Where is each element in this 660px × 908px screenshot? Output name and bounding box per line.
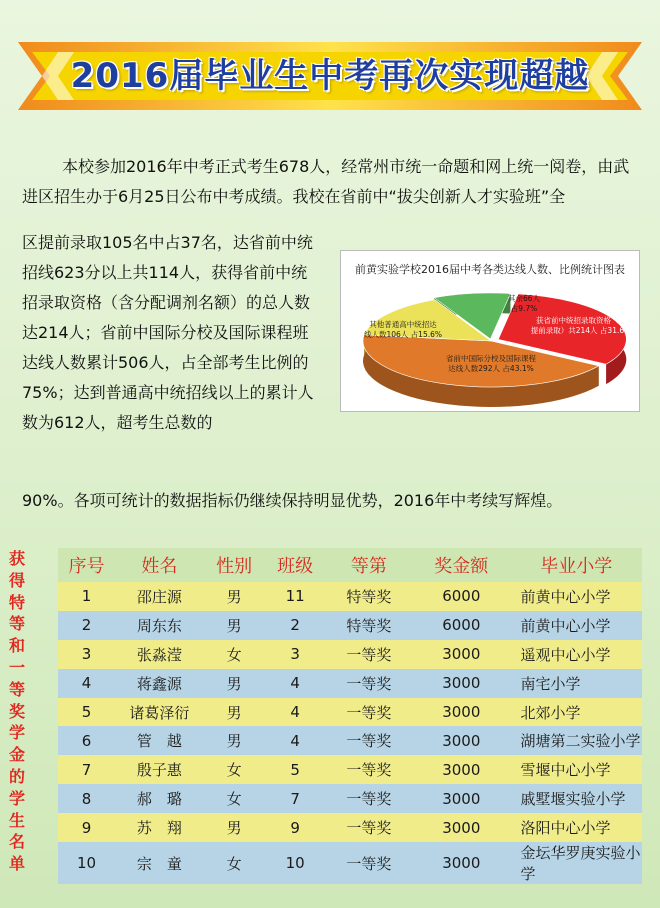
table-row xyxy=(58,813,642,842)
cell-amount: 3000 xyxy=(412,784,511,813)
cell-rank: 一等奖 xyxy=(326,842,412,884)
chart-title: 前黄实验学校2016届中考各类达线人数、比例统计图表 xyxy=(355,263,625,276)
cell-amount: 3000 xyxy=(412,640,511,669)
cell-gender: 女 xyxy=(204,842,265,884)
cell-index: 3 xyxy=(58,640,115,669)
cell-gender: 男 xyxy=(204,726,265,755)
table-row xyxy=(58,784,642,813)
cell-name: 宗 童 xyxy=(115,842,204,884)
slice-label: 其他普通高中统招达 xyxy=(369,320,437,329)
table-row xyxy=(58,755,642,784)
award-list-side-label: 获得特等和一等奖学金的学生名单 xyxy=(8,549,25,874)
slice-label: 提前录取）共214人 占31.6% xyxy=(530,326,632,335)
cell-gender: 男 xyxy=(204,582,265,611)
cell-amount: 6000 xyxy=(412,611,511,640)
cell-name: 殷子惠 xyxy=(115,755,204,784)
cell-index: 5 xyxy=(58,698,115,727)
cell-school: 遥观中心小学 xyxy=(511,640,642,669)
cell-school: 洛阳中心小学 xyxy=(511,813,642,842)
cell-rank: 一等奖 xyxy=(326,698,412,727)
cell-rank: 特等奖 xyxy=(326,582,412,611)
cell-class: 3 xyxy=(265,640,326,669)
cell-amount: 3000 xyxy=(412,669,511,698)
slice-label: 占9.7% xyxy=(510,304,538,313)
cell-gender: 男 xyxy=(204,813,265,842)
cell-index: 4 xyxy=(58,669,115,698)
cell-class: 4 xyxy=(265,726,326,755)
cell-class: 9 xyxy=(265,813,326,842)
results-paragraph: 区提前录取105名中占37名，达省前中统招线623分以上共114人，获得省前中统招录取资格（含分配调剂名额）的总人数达214人；省前中国际分校及国际课程班达线人数累计506人，占全部考生比例的75%；达到普通高中统招线以上的累计人数为612人，超考生总数的 xyxy=(22,233,314,432)
cell-index: 10 xyxy=(58,842,115,884)
header-rank: 等第 xyxy=(326,548,412,582)
cell-amount: 3000 xyxy=(412,755,511,784)
cell-rank: 一等奖 xyxy=(326,726,412,755)
cell-school: 湖塘第二实验小学 xyxy=(511,726,642,755)
table-header-row xyxy=(58,548,642,582)
cell-school: 前黄中心小学 xyxy=(511,611,642,640)
cell-rank: 一等奖 xyxy=(326,784,412,813)
table-row xyxy=(58,640,642,669)
cell-gender: 男 xyxy=(204,669,265,698)
cell-class: 7 xyxy=(265,784,326,813)
cell-index: 6 xyxy=(58,726,115,755)
cell-class: 10 xyxy=(265,842,326,884)
cell-school: 雪堰中心小学 xyxy=(511,755,642,784)
cell-name: 周东东 xyxy=(115,611,204,640)
cell-name: 张淼滢 xyxy=(115,640,204,669)
slice-label: 省前中国际分校及国际课程 xyxy=(446,354,536,363)
cell-school: 戚墅堰实验小学 xyxy=(511,784,642,813)
slice-label: 获省前中统招录取资格（含 xyxy=(536,316,626,325)
cell-name: 郝 璐 xyxy=(115,784,204,813)
cell-school: 北郊小学 xyxy=(511,698,642,727)
cell-class: 11 xyxy=(265,582,326,611)
table-row xyxy=(58,611,642,640)
header-class: 班级 xyxy=(265,548,326,582)
cell-name: 邵庄源 xyxy=(115,582,204,611)
intro-paragraph: 本校参加2016年中考正式考生678人，经常州市统一命题和网上统一阅卷，由武进区招生办于6月25日公布中考成绩。我校在省前中“拔尖创新人才实验班”全 xyxy=(22,157,630,206)
header-gender: 性别 xyxy=(204,548,265,582)
slice-label: 其余66人 xyxy=(507,294,541,303)
cell-rank: 一等奖 xyxy=(326,755,412,784)
cell-amount: 6000 xyxy=(412,582,511,611)
header-amount: 奖金额 xyxy=(412,548,511,582)
cell-amount: 3000 xyxy=(412,726,511,755)
cell-index: 1 xyxy=(58,582,115,611)
award-table xyxy=(58,548,642,884)
cell-gender: 女 xyxy=(204,640,265,669)
pie-chart-panel xyxy=(340,250,640,412)
cell-name: 管 越 xyxy=(115,726,204,755)
page-title: 2016届毕业生中考再次实现超越 xyxy=(70,56,590,96)
cell-rank: 一等奖 xyxy=(326,640,412,669)
table-row xyxy=(58,582,642,611)
header-name: 姓名 xyxy=(115,548,204,582)
cell-class: 5 xyxy=(265,755,326,784)
cell-class: 4 xyxy=(265,669,326,698)
cell-class: 2 xyxy=(265,611,326,640)
cell-index: 9 xyxy=(58,813,115,842)
cell-index: 7 xyxy=(58,755,115,784)
cell-name: 苏 翔 xyxy=(115,813,204,842)
table-row xyxy=(58,726,642,755)
cell-name: 蒋鑫源 xyxy=(115,669,204,698)
cell-rank: 一等奖 xyxy=(326,669,412,698)
cell-gender: 女 xyxy=(204,755,265,784)
cell-school: 金坛华罗庚实验小学 xyxy=(511,842,642,884)
cell-amount: 3000 xyxy=(412,842,511,884)
cell-amount: 3000 xyxy=(412,698,511,727)
cell-school: 南宅小学 xyxy=(511,669,642,698)
cell-name: 诸葛泽衍 xyxy=(115,698,204,727)
cell-index: 2 xyxy=(58,611,115,640)
summary-paragraph: 90%。各项可统计的数据指标仍继续保持明显优势，2016年中考续写辉煌。 xyxy=(22,491,563,510)
header-index: 序号 xyxy=(58,548,115,582)
table-row xyxy=(58,698,642,727)
pie-chart xyxy=(341,251,639,411)
cell-gender: 男 xyxy=(204,698,265,727)
slice-label: 达线人数292人 占43.1% xyxy=(448,364,534,373)
cell-gender: 女 xyxy=(204,784,265,813)
cell-gender: 男 xyxy=(204,611,265,640)
table-row xyxy=(58,842,642,884)
table-row xyxy=(58,669,642,698)
cell-amount: 3000 xyxy=(412,813,511,842)
slice-label: 线人数106人 占15.6% xyxy=(363,330,443,339)
cell-index: 8 xyxy=(58,784,115,813)
cell-rank: 特等奖 xyxy=(326,611,412,640)
header-school: 毕业小学 xyxy=(511,548,642,582)
cell-rank: 一等奖 xyxy=(326,813,412,842)
cell-class: 4 xyxy=(265,698,326,727)
cell-school: 前黄中心小学 xyxy=(511,582,642,611)
